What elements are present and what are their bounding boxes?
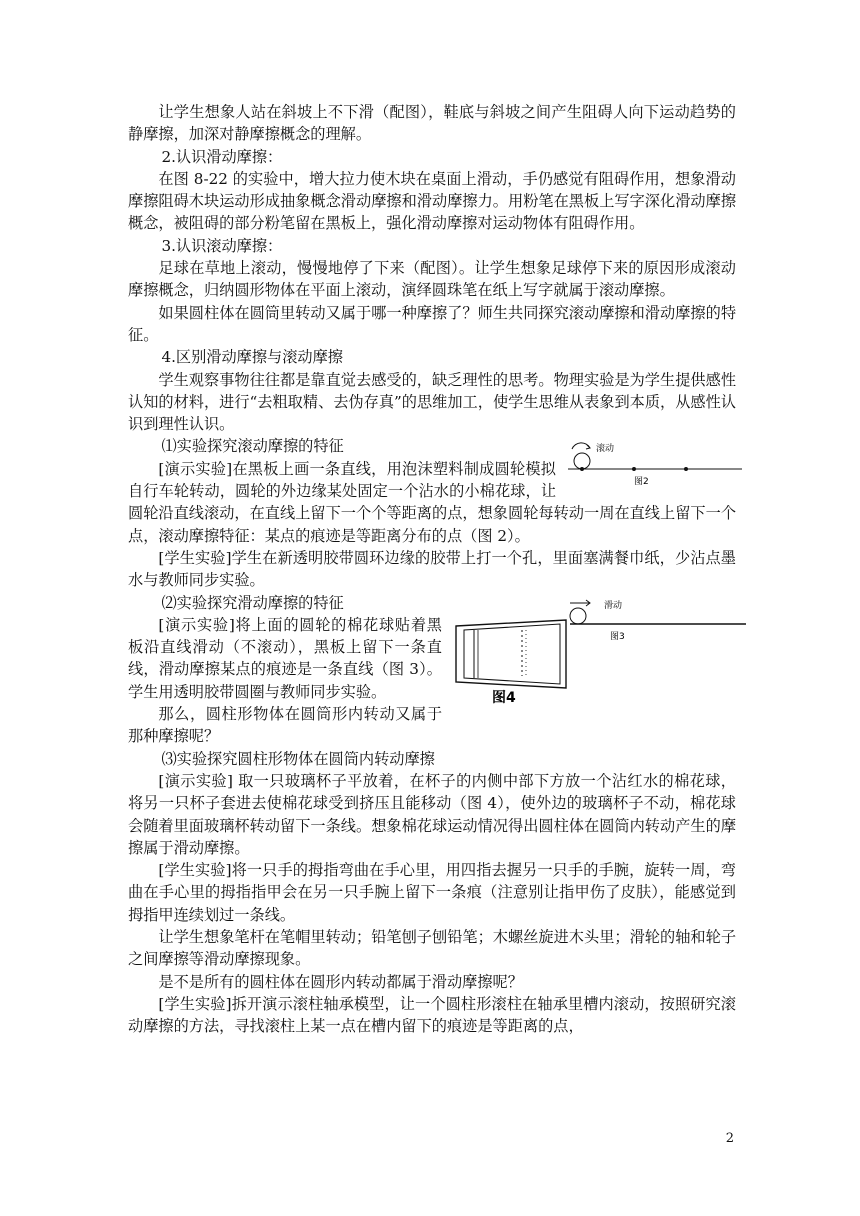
paragraph: 在图 8-22 的实验中，增大拉力使木块在桌面上滑动，手仍感觉有阻碍作用，想象滑动摩擦阻碍木块运动形成抽象概念滑动摩擦和滑动摩擦力。用粉笔在黑板上写字深化滑动摩擦概念，被阻碍的部分粉笔留在黑板上，强化滑动摩擦对运动物体有阻碍作用。 (128, 169, 736, 233)
figure-2-label: 滚动 (596, 444, 615, 455)
figure-3-caption: 图3 (610, 631, 625, 640)
figure-4-caption: 图4 (492, 689, 516, 706)
paragraph: 让学生想象人站在斜坡上不下滑（配图），鞋底与斜坡之间产生阻碍人向下运动趋势的静摩擦，加深对静摩擦概念的理解。 (128, 103, 736, 144)
paragraph: [演示实验]将上面的圆轮的棉花球贴着黑板沿直线滑动（不滚动），黑板上留下一条直线，滑动摩擦某点的痕迹是一条直线（图 3）。学生用透明胶带圆圈与教师同步实验。 (128, 615, 442, 701)
paragraph: [学生实验]拆开演示滚柱轴承模型，让一个圆柱形滚柱在轴承里槽内滚动，按照研究滚动摩擦的方法，寻找滚柱上某一点在槽内留下的痕迹是等距离的点， (128, 994, 736, 1036)
paragraph: [学生实验]学生在新透明胶带圆环边缘的胶带上打一个孔，里面塞满餐巾纸，少沾点墨水与教师同步实验。 (128, 548, 736, 590)
paragraph: 如果圆柱体在圆筒里转动又属于哪一种摩擦了？师生共同探究滚动摩擦和滑动摩擦的特征。 (128, 303, 736, 344)
paragraph: 是不是所有的圆柱体在圆形内转动都属于滑动摩擦呢？ (158, 972, 523, 991)
section-heading: ⑵实验探究滑动摩擦的特征 (161, 593, 344, 612)
section-heading: 4.区别滑动摩擦与滚动摩擦 (161, 348, 343, 367)
paragraph: 学生观察事物往往都是靠直觉去感受的，缺乏理性的思考。物理实验是为学生提供感性认知的材料，进行“去粗取精、去伪存真”的思维加工，使学生思维从表象到本质，从感性认识到理性认识。 (128, 370, 736, 434)
paragraph: 那么，圆柱形物体在圆筒形内转动又属于那种摩擦呢？ (128, 705, 442, 746)
figure-4-cylinder (452, 618, 570, 708)
page-number: 2 (725, 1131, 734, 1146)
figure-2-caption: 图2 (634, 477, 649, 486)
paragraph: 让学生想象笔杆在笔帽里转动；铅笔刨子刨铅笔；木螺丝旋进木头里；滑轮的轴和轮子之间摩擦等滑动摩擦现象。 (128, 927, 736, 969)
paragraph: [演示实验] 取一只玻璃杯子平放着，在杯子的内侧中部下方放一个沾红水的棉花球，将另一只杯子套进去使棉花球受到挤压且能移动（图 4），使外边的玻璃杯子不动，棉花球会随着里面玻璃杯转动留下一条线。想象棉花球运动情况得出圆柱体在圆筒内转动产生的摩擦属于滑动摩擦。 (128, 771, 736, 857)
section-heading: 2.认识滑动摩擦： (161, 147, 283, 166)
paragraph: [演示实验]在黑板上画一条直线，用泡沫塑料制成圆轮模拟自行车轮转动，圆轮的外边缘某处固定一个沾水的小棉花球，让圆轮沿直线滚动，在直线上留下一个个等距离的点，想象圆轮每转动一周在直线上留下一个点，滚动摩擦特征：某点的痕迹是等距离分布的点（图 2）。 (128, 459, 736, 545)
section-heading: 3.认识滚动摩擦： (161, 236, 283, 255)
section-heading: ⑶实验探究圆柱形物体在圆筒内转动摩擦 (161, 749, 435, 768)
figure-2-rolling (566, 439, 744, 485)
body-text (128, 101, 736, 1037)
paragraph: 足球在草地上滚动，慢慢地停了下来（配图）。让学生想象足球停下来的原因形成滚动摩擦概念，归纳圆形物体在平面上滚动，演绎圆珠笔在纸上写字就属于滚动摩擦。 (128, 259, 736, 300)
figure-3-label: 滑动 (604, 600, 623, 611)
figure-3-sliding (566, 596, 748, 640)
section-heading: ⑴实验探究滚动摩擦的特征 (161, 437, 344, 456)
paragraph: [学生实验]将一只手的拇指弯曲在手心里，用四指去握另一只手的手腕，旋转一周，弯曲在手心里的拇指指甲会在另一只手腕上留下一条痕（注意别让指甲伤了皮肤），能感觉到拇指甲连续划过一条线。 (128, 861, 736, 924)
